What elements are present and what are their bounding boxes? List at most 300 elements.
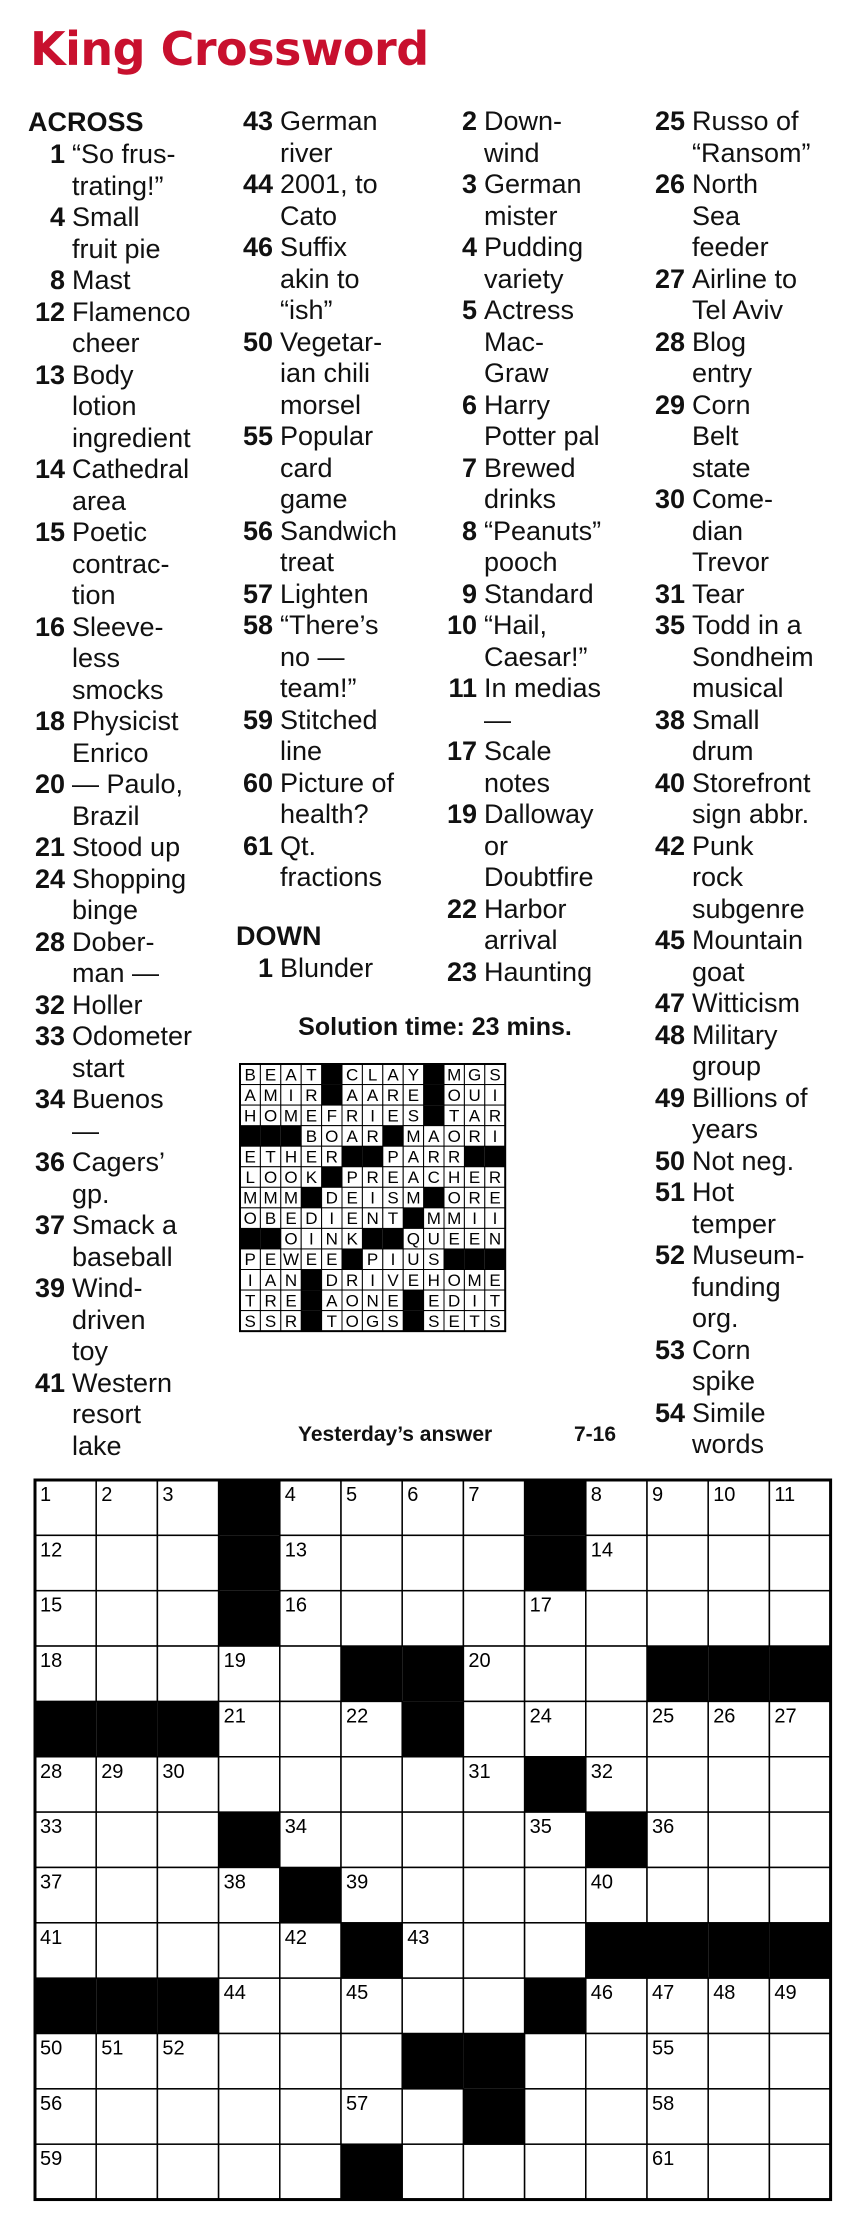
clue-text: [72, 360, 228, 455]
cell-number: 22: [346, 1705, 369, 1728]
grid-cell[interactable]: [341, 1757, 402, 1812]
solution-letter: I: [390, 1250, 396, 1270]
grid-block: [525, 1757, 586, 1812]
clue-line: fractions: [280, 862, 383, 892]
grid-cell[interactable]: [708, 2144, 769, 2199]
clue-number: 56: [242, 515, 273, 546]
solution-letter: E: [448, 1229, 460, 1249]
clue-line: Museum-: [692, 1240, 805, 1270]
grid-cell[interactable]: [280, 2144, 341, 2199]
clue-text: [692, 1398, 866, 1461]
clue-number: 41: [34, 1367, 65, 1398]
clue-line: — Paulo,: [72, 769, 184, 799]
clue-number: 43: [242, 106, 273, 136]
clue-number: 60: [242, 767, 273, 798]
grid-cell[interactable]: [341, 2034, 402, 2089]
solution-letter: E: [407, 1085, 420, 1105]
cell-number: 44: [223, 1982, 246, 2005]
clue-text: [72, 265, 228, 297]
grid-cell[interactable]: [463, 1591, 524, 1646]
solution-letter: A: [387, 1065, 399, 1085]
clue-text: [692, 579, 866, 611]
solution-block: [424, 1085, 444, 1106]
grid-cell[interactable]: [647, 1535, 708, 1590]
grid-cell[interactable]: [769, 2144, 830, 2199]
grid-cell[interactable]: [157, 1646, 218, 1701]
clue-text: [72, 990, 228, 1022]
clue-text: [692, 484, 866, 579]
clue-line: Brewed: [484, 452, 576, 483]
solution-letter: E: [468, 1229, 481, 1249]
solution-block: [240, 1228, 260, 1249]
grid-cell[interactable]: [96, 1591, 157, 1646]
solution-letter: S: [428, 1311, 440, 1331]
grid-cell[interactable]: [402, 1812, 463, 1867]
grid-cell[interactable]: [463, 1535, 524, 1590]
cell-number: 6: [407, 1484, 419, 1506]
solution-letter: F: [326, 1106, 337, 1126]
solution-letter: R: [305, 1085, 318, 1105]
clue-line: Not neg.: [692, 1145, 795, 1176]
clue-item: [28, 1147, 228, 1210]
grid-cell[interactable]: [586, 2089, 647, 2144]
grid-cell[interactable]: [647, 1757, 708, 1812]
solution-letter: E: [305, 1147, 318, 1167]
clue-column-4: [648, 106, 866, 1461]
cell-number: 29: [101, 1760, 124, 1783]
solution-letter: I: [472, 1209, 477, 1229]
clue-item: [648, 579, 866, 611]
grid-cell[interactable]: [280, 1978, 341, 2033]
cell-number: 30: [162, 1760, 185, 1783]
clue-line: subgenre: [692, 893, 805, 924]
clue-line: “There’s: [280, 610, 379, 640]
clue-item: [28, 927, 228, 990]
grid-cell[interactable]: [769, 2089, 830, 2144]
grid-cell[interactable]: [463, 1812, 524, 1867]
clue-number: 16: [34, 611, 65, 642]
clue-line: Mac-: [484, 326, 544, 357]
solution-letter: S: [489, 1311, 501, 1331]
solution-block: [403, 1311, 423, 1332]
clue-line: org.: [692, 1303, 739, 1333]
solution-block: [464, 1249, 484, 1270]
grid-cell[interactable]: [219, 1923, 280, 1978]
clue-line: musical: [692, 673, 784, 703]
clue-number: 7: [461, 452, 477, 483]
grid-cell[interactable]: [525, 1867, 586, 1922]
grid-cell[interactable]: [708, 1535, 769, 1590]
grid-cell[interactable]: [96, 1923, 157, 1978]
grid-cell[interactable]: [402, 1535, 463, 1590]
grid-cell[interactable]: [402, 1757, 463, 1812]
grid-cell[interactable]: [586, 1701, 647, 1756]
grid-cell[interactable]: [525, 2034, 586, 2089]
solution-letter: R: [468, 1188, 481, 1208]
cell-number: 32: [590, 1760, 614, 1783]
clue-number: 55: [242, 421, 273, 451]
grid-cell[interactable]: [157, 1812, 218, 1867]
clue-line: Trevor: [692, 547, 770, 577]
clue-line: Tear: [692, 578, 745, 609]
cell-number: 54: [468, 2037, 491, 2060]
solution-letter: O: [447, 1270, 461, 1290]
cell-number: 23: [407, 1705, 430, 1728]
clue-line: wind: [484, 137, 540, 168]
clue-line: river: [280, 137, 333, 168]
grid-cell[interactable]: [341, 1812, 402, 1867]
solution-letter: U: [427, 1229, 440, 1249]
clue-number: 36: [34, 1147, 65, 1177]
clue-text: [72, 517, 228, 612]
clue-line: Caesar!”: [484, 641, 588, 672]
clue-item: [440, 957, 640, 989]
clue-line: Standard: [484, 578, 594, 609]
clue-line: Harry: [484, 389, 550, 420]
clue-text: [484, 736, 640, 799]
clue-line: less: [72, 643, 121, 673]
grid-cell[interactable]: [219, 1757, 280, 1812]
cell-number: 5: [346, 1484, 358, 1506]
solution-letter: M: [406, 1188, 421, 1208]
solution-letter: T: [387, 1209, 399, 1229]
grid-cell[interactable]: [341, 1535, 402, 1590]
solution-letter: I: [329, 1209, 335, 1229]
solution-letter: E: [264, 1250, 277, 1270]
grid-cell[interactable]: [402, 1591, 463, 1646]
clue-line: Military: [692, 1019, 778, 1050]
grid-cell[interactable]: [280, 2034, 341, 2089]
grid-cell[interactable]: [708, 1812, 769, 1867]
clue-line: line: [280, 736, 323, 766]
clue-item: [648, 1020, 866, 1083]
grid-cell[interactable]: [463, 1701, 524, 1756]
solution-letter: I: [288, 1085, 294, 1105]
clue-text: [72, 706, 228, 769]
grid-cell[interactable]: [219, 2089, 280, 2144]
solution-letter: M: [263, 1188, 278, 1208]
grid-cell[interactable]: [157, 2089, 218, 2144]
clue-item: [648, 1177, 866, 1240]
solution-letter: R: [366, 1168, 379, 1188]
solution-letter: E: [407, 1270, 420, 1290]
solution-letter: E: [448, 1311, 460, 1331]
grid-cell[interactable]: [280, 1701, 341, 1756]
clue-line: Body: [72, 359, 134, 390]
grid-cell[interactable]: [402, 2144, 463, 2199]
grid-cell[interactable]: [157, 1923, 218, 1978]
solution-block: [322, 1085, 342, 1106]
solution-letter: D: [325, 1188, 338, 1208]
solution-letter: O: [263, 1106, 278, 1126]
clue-text: [692, 1177, 866, 1240]
grid-cell[interactable]: [463, 1867, 524, 1922]
grid-block: [769, 1923, 830, 1978]
cell-number: 19: [223, 1650, 246, 1673]
grid-cell[interactable]: [708, 1591, 769, 1646]
cell-number: 45: [346, 1982, 369, 2005]
cell-number: 58: [652, 2092, 675, 2115]
solution-letter: N: [488, 1229, 502, 1249]
solution-letter: Y: [407, 1065, 420, 1085]
grid-cell[interactable]: [280, 1646, 341, 1701]
clue-line: Lighten: [280, 578, 369, 609]
clue-number: 20: [34, 769, 65, 799]
clue-line: Buenos: [72, 1084, 164, 1114]
grid-cell[interactable]: [341, 1591, 402, 1646]
grid-cell[interactable]: [96, 1867, 157, 1922]
solution-letter: S: [387, 1311, 399, 1331]
clue-line: Brazil: [72, 800, 140, 831]
grid-cell[interactable]: [586, 2144, 647, 2199]
solution-letter: T: [265, 1147, 276, 1167]
grid-cell[interactable]: [708, 1757, 769, 1812]
clue-line: German: [484, 169, 582, 199]
grid-cell[interactable]: [402, 1978, 463, 2033]
clue-number: 23: [446, 956, 477, 987]
clue-text: [484, 232, 640, 295]
grid-block: [525, 1480, 586, 1535]
clue-text: [692, 988, 866, 1020]
cell-number: 20: [468, 1650, 491, 1673]
grid-cell[interactable]: [769, 1591, 830, 1646]
cell-number: 14: [590, 1539, 614, 1562]
grid-cell[interactable]: [96, 2144, 157, 2199]
crossword-grid: [33, 1478, 835, 2204]
clue-line: or: [484, 830, 509, 861]
grid-cell[interactable]: [769, 1535, 830, 1590]
solution-letter: O: [284, 1229, 298, 1249]
clue-item: [236, 705, 451, 768]
grid-cell[interactable]: [586, 1591, 647, 1646]
clue-number: 57: [242, 578, 273, 609]
solution-grid: [238, 1062, 618, 1415]
solution-letter: A: [468, 1106, 481, 1126]
clue-line: Qt.: [280, 830, 317, 861]
grid-cell[interactable]: [708, 2089, 769, 2144]
clue-line: Doubtfire: [484, 862, 594, 892]
clue-text: [692, 1020, 866, 1083]
grid-cell[interactable]: [647, 1867, 708, 1922]
solution-letter: T: [489, 1291, 501, 1311]
clue-line: lotion: [72, 391, 137, 421]
clue-line: Holler: [72, 989, 143, 1020]
clue-text: [692, 390, 866, 485]
solution-letter: P: [244, 1250, 256, 1270]
clue-line: years: [692, 1114, 759, 1144]
grid-cell[interactable]: [586, 1646, 647, 1701]
grid-cell[interactable]: [280, 2089, 341, 2144]
grid-cell[interactable]: [280, 1757, 341, 1812]
grid-cell[interactable]: [463, 2144, 524, 2199]
cell-number: 26: [713, 1705, 736, 1728]
grid-block: [586, 1923, 647, 1978]
grid-cell[interactable]: [96, 1646, 157, 1701]
clue-line: Down-: [484, 106, 563, 136]
clue-text: [280, 421, 451, 516]
solution-block: [464, 1146, 484, 1167]
cell-number: 18: [40, 1650, 63, 1673]
grid-cell[interactable]: [525, 2144, 586, 2199]
solution-letter: S: [264, 1311, 277, 1331]
grid-cell[interactable]: [586, 2034, 647, 2089]
solution-letter: T: [469, 1311, 480, 1331]
clue-item: [28, 1368, 228, 1463]
grid-cell[interactable]: [157, 1535, 218, 1590]
solution-letter: E: [489, 1188, 501, 1208]
clue-text: [72, 297, 228, 360]
clue-line: Dalloway: [484, 799, 594, 829]
clue-line: Smack a: [72, 1210, 178, 1240]
grid-cell[interactable]: [525, 2089, 586, 2144]
cell-number: 53: [407, 2037, 430, 2060]
clue-number: 1: [257, 952, 273, 983]
clue-number: 15: [34, 517, 65, 547]
grid-cell[interactable]: [525, 1923, 586, 1978]
clue-line: trating!”: [72, 170, 164, 201]
cell-number: 25: [652, 1705, 675, 1728]
clue-line: Cathedral: [72, 454, 190, 484]
grid-block: [219, 1812, 280, 1867]
clue-line: toy: [72, 1336, 109, 1366]
clue-line: Airline to: [692, 263, 798, 294]
clue-line: feeder: [692, 232, 769, 262]
grid-cell[interactable]: [402, 2089, 463, 2144]
grid-cell[interactable]: [708, 2034, 769, 2089]
clue-number: 42: [654, 830, 685, 861]
grid-cell[interactable]: [525, 1646, 586, 1701]
clue-item: [236, 516, 451, 579]
clue-text: [692, 264, 866, 327]
clue-item: [440, 516, 640, 579]
cell-number: 42: [284, 1926, 308, 1949]
clue-line: “Ransom”: [692, 137, 811, 168]
solution-letter: A: [407, 1147, 420, 1167]
grid-cell[interactable]: [647, 1591, 708, 1646]
clue-number: 59: [242, 704, 273, 735]
clue-line: words: [692, 1429, 765, 1459]
clue-number: 25: [654, 106, 685, 136]
grid-cell[interactable]: [96, 1535, 157, 1590]
clue-text: [484, 610, 640, 673]
clue-text: [484, 106, 640, 169]
clue-number: 17: [446, 736, 477, 766]
clue-line: Cagers’: [72, 1147, 166, 1177]
solution-letter: S: [428, 1250, 440, 1270]
clue-line: ingredient: [72, 422, 191, 453]
grid-cell[interactable]: [463, 1923, 524, 1978]
grid-cell[interactable]: [219, 2144, 280, 2199]
clue-number: 10: [446, 610, 477, 640]
grid-cell[interactable]: [769, 1812, 830, 1867]
clue-number: 8: [461, 515, 477, 546]
down-heading: DOWN: [236, 920, 322, 951]
solution-letter: O: [243, 1209, 257, 1229]
solution-letter: P: [387, 1147, 399, 1167]
page-title: King Crossword: [30, 22, 429, 76]
cell-number: 31: [468, 1760, 491, 1783]
solution-letter: E: [428, 1291, 440, 1311]
clue-text: [72, 832, 228, 864]
solution-letter: U: [407, 1250, 420, 1270]
grid-cell[interactable]: [219, 2034, 280, 2089]
clue-number: 28: [34, 926, 65, 957]
solution-letter: A: [346, 1085, 358, 1105]
grid-block: [647, 1646, 708, 1701]
clue-number: 33: [34, 1021, 65, 1051]
grid-cell[interactable]: [708, 1867, 769, 1922]
clue-line: Dober-: [72, 926, 155, 957]
clue-number: 2: [461, 106, 477, 136]
clue-text: [692, 925, 866, 988]
clue-line: Mast: [72, 265, 131, 295]
grid-block: [219, 1535, 280, 1590]
grid-cell[interactable]: [96, 2089, 157, 2144]
cell-number: 1: [40, 1484, 52, 1506]
clue-number: 18: [34, 706, 65, 736]
solution-letter: A: [428, 1126, 440, 1146]
clue-item: [28, 1273, 228, 1368]
clue-number: 12: [34, 296, 65, 327]
clue-column-3: [440, 106, 640, 988]
clue-line: drinks: [484, 484, 557, 514]
clue-line: temper: [692, 1208, 777, 1239]
clue-line: Stood up: [72, 832, 181, 862]
grid-cell[interactable]: [769, 1867, 830, 1922]
cell-number: 39: [346, 1871, 369, 1894]
clue-text: [280, 327, 451, 422]
clue-number: 39: [34, 1273, 65, 1303]
grid-cell[interactable]: [402, 1867, 463, 1922]
solution-letter: O: [447, 1126, 461, 1146]
clue-number: 44: [242, 169, 273, 199]
clue-item: [236, 768, 451, 831]
solution-letter: N: [284, 1270, 298, 1290]
solution-letter: R: [346, 1270, 359, 1290]
solution-letter: S: [387, 1188, 399, 1208]
grid-cell[interactable]: [96, 1812, 157, 1867]
clue-item: [648, 831, 866, 926]
grid-cell[interactable]: [157, 1591, 218, 1646]
solution-letter: I: [472, 1291, 477, 1311]
clue-item: [236, 169, 451, 232]
grid-cell[interactable]: [463, 1978, 524, 2033]
clue-number: 28: [654, 326, 685, 357]
solution-block: [240, 1126, 260, 1147]
solution-letter: A: [244, 1085, 256, 1105]
clue-line: Stitched: [280, 704, 378, 735]
grid-cell[interactable]: [157, 2144, 218, 2199]
grid-block: [341, 1646, 402, 1701]
cell-number: 28: [40, 1760, 63, 1783]
grid-cell[interactable]: [769, 1757, 830, 1812]
solution-letter: A: [326, 1291, 338, 1311]
clue-line: group: [692, 1051, 762, 1081]
clue-line: —: [72, 1115, 99, 1146]
clue-line: Sea: [692, 200, 741, 231]
clue-text: [484, 295, 640, 390]
grid-cell[interactable]: [157, 1867, 218, 1922]
clue-item: [648, 1240, 866, 1335]
clue-line: area: [72, 485, 127, 516]
clue-number: 50: [242, 326, 273, 357]
grid-cell[interactable]: [769, 2034, 830, 2089]
clue-line: akin to: [280, 263, 360, 294]
clue-line: Physicist: [72, 706, 179, 736]
clue-item: [28, 202, 228, 265]
cell-number: 49: [774, 1982, 797, 2005]
clue-text: [72, 927, 228, 990]
